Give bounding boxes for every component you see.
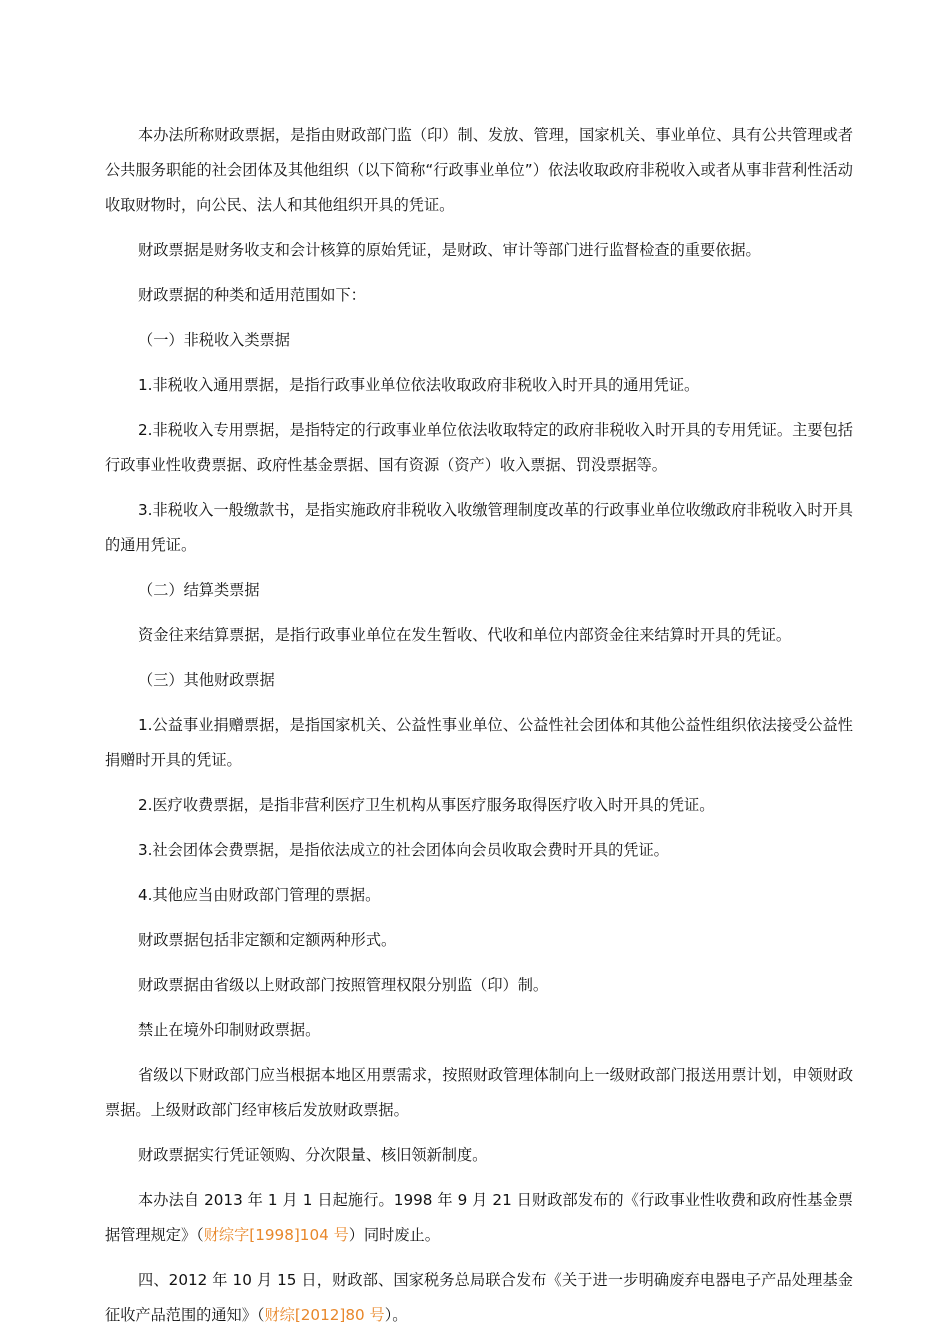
paragraph-text: 财政票据实行凭证领购、分次限量、核旧领新制度。 (138, 1146, 488, 1164)
paragraph-text: 省级以下财政部门应当根据本地区用票需求，按照财政管理体制向上一级财政部门报送用票计划，申领财政票据。上级财政部门经审核后发放财政票据。 (105, 1066, 853, 1119)
paragraph-text: 本办法自 2013 年 1 月 1 日起施行。1998 年 9 月 21 日财政部发布的《行政事业性收费和政府性基金票据管理规定》（ (105, 1191, 853, 1244)
paragraph-text: ）。 (384, 1306, 408, 1324)
document-paragraph (105, 788, 853, 823)
document-paragraph (105, 923, 853, 958)
document-paragraph (105, 1183, 853, 1253)
document-paragraph (105, 1013, 853, 1048)
document-paragraph (105, 708, 853, 778)
paragraph-text: 2.非税收入专用票据，是指特定的行政事业单位依法收取特定的政府非税收入时开具的专用凭证。主要包括行政事业性收费票据、政府性基金票据、国有资源（资产）收入票据、罚没票据等。 (105, 421, 853, 474)
document-reference-link[interactable]: 财综字[1998]104 号 (203, 1226, 349, 1244)
document-paragraph (105, 118, 853, 223)
paragraph-text: 3.社会团体会费票据，是指依法成立的社会团体向会员收取会费时开具的凭证。 (138, 841, 669, 859)
document-paragraph (105, 878, 853, 913)
paragraph-text: （二）结算类票据 (138, 581, 260, 599)
paragraph-text: 4.其他应当由财政部门管理的票据。 (138, 886, 381, 904)
paragraph-text: （一）非税收入类票据 (138, 331, 290, 349)
paragraph-text: ）同时废止。 (348, 1226, 440, 1244)
document-paragraph (105, 573, 853, 608)
paragraph-text: 财政票据包括非定额和定额两种形式。 (138, 931, 397, 949)
document-paragraph (105, 1263, 853, 1333)
document-paragraph (105, 833, 853, 868)
paragraph-text: （三）其他财政票据 (138, 671, 275, 689)
paragraph-text: 2.医疗收费票据，是指非营利医疗卫生机构从事医疗服务取得医疗收入时开具的凭证。 (138, 796, 715, 814)
document-body (105, 118, 853, 1343)
document-paragraph (105, 233, 853, 268)
document-paragraph (105, 968, 853, 1003)
document-paragraph (105, 663, 853, 698)
document-reference-link[interactable]: 财综[2012]80 号 (264, 1306, 385, 1324)
paragraph-text: 1.非税收入通用票据，是指行政事业单位依法收取政府非税收入时开具的通用凭证。 (138, 376, 700, 394)
document-paragraph (105, 323, 853, 358)
document-paragraph (105, 368, 853, 403)
document-paragraph (105, 1058, 853, 1128)
document-paragraph (105, 278, 853, 313)
paragraph-text: 财政票据由省级以上财政部门按照管理权限分别监（印）制。 (138, 976, 549, 994)
paragraph-text: 四、2012 年 10 月 15 日，财政部、国家税务总局联合发布《关于进一步明确废弃电器电子产品处理基金征收产品范围的通知》（ (105, 1271, 853, 1324)
document-paragraph (105, 493, 853, 563)
paragraph-text: 本办法所称财政票据，是指由财政部门监（印）制、发放、管理，国家机关、事业单位、具有公共管理或者公共服务职能的社会团体及其他组织（以下简称“行政事业单位”）依法收取政府非税收入或者从事非营利性活动收取财物时，向公民、法人和其他组织开具的凭证。 (105, 126, 853, 214)
paragraph-text: 资金往来结算票据，是指行政事业单位在发生暂收、代收和单位内部资金往来结算时开具的凭证。 (138, 626, 792, 644)
paragraph-text: 1.公益事业捐赠票据，是指国家机关、公益性事业单位、公益性社会团体和其他公益性组织依法接受公益性捐赠时开具的凭证。 (105, 716, 853, 769)
paragraph-text: 禁止在境外印制财政票据。 (138, 1021, 321, 1039)
document-paragraph (105, 413, 853, 483)
document-paragraph (105, 1138, 853, 1173)
document-paragraph (105, 618, 853, 653)
paragraph-text: 财政票据的种类和适用范围如下： (138, 286, 366, 304)
paragraph-text: 财政票据是财务收支和会计核算的原始凭证，是财政、审计等部门进行监督检查的重要依据。 (138, 241, 761, 259)
paragraph-text: 3.非税收入一般缴款书，是指实施政府非税收入收缴管理制度改革的行政事业单位收缴政府非税收入时开具的通用凭证。 (105, 501, 853, 554)
